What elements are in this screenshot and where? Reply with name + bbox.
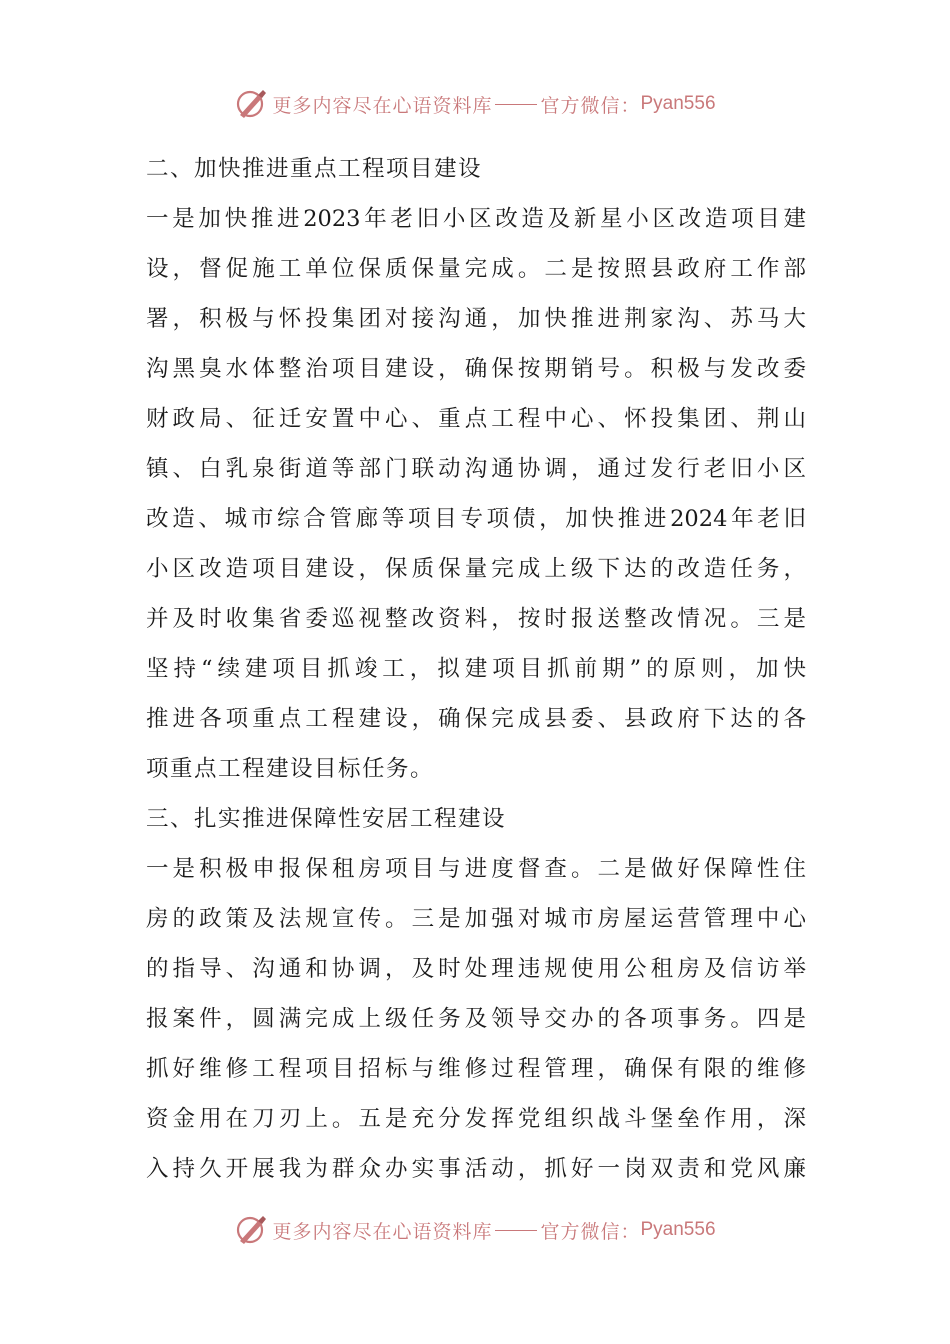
watermark-wechat-id: Pyan556 (640, 93, 716, 114)
watermark-separator (495, 1230, 537, 1231)
document-body (146, 144, 806, 1194)
body-line: 抓好维修工程项目招标与维修过程管理，确保有限的维修 (146, 1056, 806, 1082)
body-line: 资金用在刀刃上。五是充分发挥党组织战斗堡垒作用，深 (146, 1106, 806, 1132)
body-line: 改造、城市综合管廊等项目专项债，加快推进2024年老旧 (146, 506, 806, 532)
body-line: 报案件，圆满完成上级任务及领导交办的各项事务。四是 (146, 1006, 806, 1032)
body-line: 推进各项重点工程建设，确保完成县委、县政府下达的各 (146, 706, 806, 732)
body-line: 项重点工程建设目标任务。 (146, 756, 435, 782)
watermark-text: 更多内容尽在心语资料库 (272, 1220, 493, 1243)
body-line: 财政局、征迁安置中心、重点工程中心、怀投集团、荆山 (146, 406, 806, 432)
body-line: 房的政策及法规宣传。三是加强对城市房屋运营管理中心 (146, 906, 806, 932)
body-line: 设，督促施工单位保质保量完成。二是按照县政府工作部 (146, 256, 806, 282)
watermark-wechat-id: Pyan556 (640, 1219, 716, 1240)
body-line: 并及时收集省委巡视整改资料，按时报送整改情况。三是 (146, 606, 806, 632)
body-line: 坚持“续建项目抓竣工，拟建项目抓前期”的原则，加快 (146, 656, 806, 682)
watermark-separator (495, 104, 537, 105)
body-line: 一是积极申报保租房项目与进度督查。二是做好保障性住 (146, 856, 806, 882)
body-line: 入持久开展我为群众办实事活动，抓好一岗双责和党风廉 (146, 1156, 806, 1182)
pen-logo-icon (234, 1213, 268, 1247)
body-line: 小区改造项目建设，保质保量完成上级下达的改造任务， (146, 556, 806, 582)
watermark-banner-top (0, 84, 950, 124)
watermark-wechat-label: 官方微信： (540, 94, 641, 117)
body-line: 沟黑臭水体整治项目建设，确保按期销号。积极与发改委 (146, 356, 806, 382)
body-line: 一是加快推进2023年老旧小区改造及新星小区改造项目建 (146, 206, 806, 232)
pen-logo-icon (234, 87, 268, 121)
watermark-text: 更多内容尽在心语资料库 (272, 94, 493, 117)
body-line: 的指导、沟通和协调，及时处理违规使用公租房及信访举 (146, 956, 806, 982)
section-heading: 二、加快推进重点工程项目建设 (146, 156, 483, 182)
body-line: 镇、白乳泉街道等部门联动沟通协调，通过发行老旧小区 (146, 456, 806, 482)
section-heading: 三、扎实推进保障性安居工程建设 (146, 806, 507, 832)
watermark-wechat-label: 官方微信： (540, 1220, 641, 1243)
watermark-banner-bottom (0, 1210, 950, 1250)
body-line: 署，积极与怀投集团对接沟通，加快推进荆家沟、苏马大 (146, 306, 806, 332)
